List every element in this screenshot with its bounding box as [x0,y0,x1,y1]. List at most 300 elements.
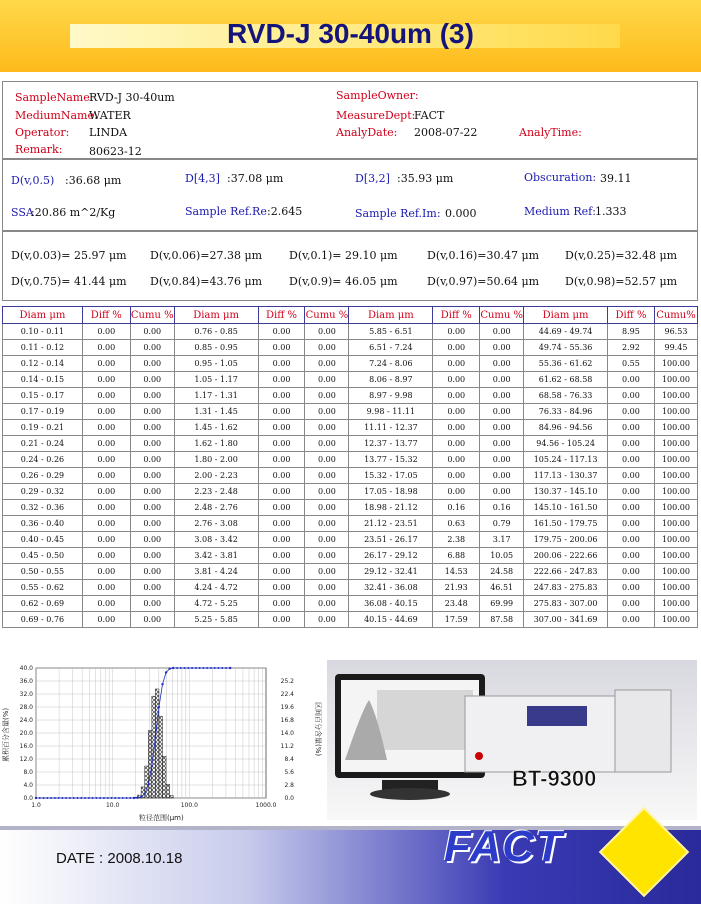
table-cell: 49.74 - 55.36 [524,340,608,356]
table-cell: 105.24 - 117.13 [524,452,608,468]
table-cell: 0.12 - 0.14 [3,356,83,372]
analy-time-label: AnalyTime: [519,126,582,139]
table-cell: 0.16 [433,500,480,516]
table-row [3,516,698,532]
table-cell: 0.00 [305,612,349,628]
obscuration-label: Obscuration: [524,171,597,184]
table-cell: 0.00 [608,468,655,484]
operator-value: LINDA [89,126,128,139]
table-cell: 0.00 [130,612,174,628]
table-cell: 0.00 [130,404,174,420]
table-cell: 100.00 [654,564,697,580]
table-row [3,436,698,452]
x-tick: 100.0 [180,802,198,809]
screen-table [377,690,473,750]
y-tick-left: 0.0 [23,795,33,802]
table-cell: 0.00 [480,388,524,404]
cumulative-point [221,667,223,669]
table-cell: 0.00 [130,564,174,580]
table-cell: 100.00 [654,372,697,388]
table-cell: 100.00 [654,452,697,468]
table-cell: 2.92 [608,340,655,356]
table-cell: 1.05 - 1.17 [174,372,258,388]
table-cell: 0.00 [480,356,524,372]
table-cell: 2.76 - 3.08 [174,516,258,532]
table-cell: 0.00 [82,404,130,420]
y-axis-label-right: 区间百分含量(%) [314,702,322,757]
cumulative-point [58,797,60,799]
y-tick-left: 40.0 [19,665,33,672]
table-cell: 0.00 [258,516,305,532]
table-cell: 0.00 [258,388,305,404]
table-row [3,372,698,388]
monitor-base [370,788,450,800]
table-cell: 0.00 [480,372,524,388]
table-cell: 0.40 - 0.45 [3,532,83,548]
diff-bar [170,795,174,798]
table-row [3,612,698,628]
table-row [3,404,698,420]
table-cell: 0.16 [480,500,524,516]
cumulative-point [73,797,75,799]
report-date: DATE : 2008.10.18 [56,850,183,867]
diff-bar [159,716,163,798]
table-cell: 0.00 [608,372,655,388]
measure-dept-label: MeasureDept: [336,109,416,122]
table-cell: 99.45 [654,340,697,356]
table-cell: 0.00 [82,580,130,596]
table-cell: 0.00 [258,420,305,436]
diff-bar [155,689,159,798]
table-row [3,468,698,484]
y-tick-right: 2.8 [284,782,294,789]
table-cell: 13.77 - 15.32 [349,452,433,468]
table-cell: 0.00 [608,516,655,532]
table-cell: 200.06 - 222.66 [524,548,608,564]
table-cell: 0.00 [305,564,349,580]
table-cell: 0.00 [130,388,174,404]
table-cell: 8.95 [608,324,655,340]
table-cell: 36.08 - 40.15 [349,596,433,612]
medium-ref-label: Medium Ref: [524,205,596,218]
cumulative-point [191,667,193,669]
table-cell: 0.00 [305,468,349,484]
dv05-value: :36.68 μm [65,174,122,187]
table-cell: 0.00 [130,436,174,452]
y-tick-left: 8.0 [23,769,33,776]
table-cell: 100.00 [654,580,697,596]
table-cell: 0.00 [480,340,524,356]
cumulative-point [202,667,204,669]
table-cell: 0.29 - 0.32 [3,484,83,500]
table-cell: 0.55 [608,356,655,372]
cumulative-point [122,797,124,799]
cumulative-point [107,797,109,799]
table-cell: 18.98 - 21.12 [349,500,433,516]
table-cell: 100.00 [654,468,697,484]
table-cell: 0.00 [82,548,130,564]
dv-075: D(v,0.75)= 41.44 μm [11,275,127,288]
medium-ref-value: 1.333 [595,205,627,218]
table-row [3,324,698,340]
col-header: Diam μm [524,307,608,324]
table-row [3,356,698,372]
table-cell: 17.59 [433,612,480,628]
table-cell: 0.00 [433,324,480,340]
table-cell: 40.15 - 44.69 [349,612,433,628]
table-cell: 94.56 - 105.24 [524,436,608,452]
cumulative-point [168,668,170,670]
table-cell: 0.00 [130,356,174,372]
table-cell: 0.00 [130,340,174,356]
cumulative-point [46,797,48,799]
cumulative-point [217,667,219,669]
table-cell: 0.00 [305,372,349,388]
table-cell: 0.17 - 0.19 [3,404,83,420]
diff-bar [166,784,170,798]
table-cell: 3.08 - 3.42 [174,532,258,548]
table-cell: 0.21 - 0.24 [3,436,83,452]
table-cell: 87.58 [480,612,524,628]
table-cell: 0.00 [258,468,305,484]
table-cell: 0.00 [82,356,130,372]
table-cell: 5.85 - 6.51 [349,324,433,340]
bt9300-illustration [327,660,697,820]
table-cell: 69.99 [480,596,524,612]
table-cell: 0.00 [130,324,174,340]
table-cell: 100.00 [654,420,697,436]
table-cell: 0.00 [608,596,655,612]
table-cell: 24.58 [480,564,524,580]
table-cell: 100.00 [654,388,697,404]
table-cell: 275.83 - 307.00 [524,596,608,612]
statistics-panel [2,159,698,231]
table-cell: 2.48 - 2.76 [174,500,258,516]
table-cell: 0.00 [305,532,349,548]
cumulative-point [133,797,135,799]
sample-info-panel [2,81,698,159]
table-cell: 10.05 [480,548,524,564]
x-tick: 10.0 [105,802,120,809]
table-cell: 0.00 [258,564,305,580]
table-cell: 2.23 - 2.48 [174,484,258,500]
footer-band [0,830,701,904]
d32-value: :35.93 μm [397,172,454,185]
diff-bar [152,696,156,798]
table-cell: 0.00 [608,564,655,580]
cumulative-point [154,736,156,738]
cumulative-point [165,671,167,673]
table-cell: 44.69 - 49.74 [524,324,608,340]
dv-090: D(v,0.9)= 46.05 μm [289,275,398,288]
ssa-value: :20.86 m^2/Kg [31,206,116,219]
medium-name-value: WATER [89,109,131,122]
y-tick-right: 5.6 [284,769,294,776]
table-cell: 68.58 - 76.33 [524,388,608,404]
y-tick-right: 25.2 [280,678,294,685]
table-cell: 0.62 - 0.69 [3,596,83,612]
table-cell: 0.00 [258,612,305,628]
y-tick-left: 28.0 [19,704,33,711]
table-cell: 0.00 [82,516,130,532]
table-cell: 0.00 [258,372,305,388]
table-cell: 0.00 [82,372,130,388]
cumulative-point [225,667,227,669]
cumulative-point [151,765,153,767]
table-row [3,420,698,436]
d43-label: D[4,3] [185,172,220,185]
table-cell: 8.97 - 9.98 [349,388,433,404]
dv-097: D(v,0.97)=50.64 μm [427,275,540,288]
cumulative-point [172,667,174,669]
table-cell: 0.00 [305,404,349,420]
table-cell: 5.25 - 5.85 [174,612,258,628]
table-cell: 61.62 - 68.58 [524,372,608,388]
sample-owner-label: SampleOwner: [336,89,419,102]
table-cell: 0.00 [130,468,174,484]
table-cell: 0.00 [433,452,480,468]
table-cell: 179.75 - 200.06 [524,532,608,548]
cumulative-point [214,667,216,669]
dv05-label: D(v,0.5) [11,174,55,187]
col-header: Diff % [433,307,480,324]
table-cell: 0.00 [433,388,480,404]
table-row [3,532,698,548]
table-cell: 100.00 [654,596,697,612]
table-cell: 0.14 - 0.15 [3,372,83,388]
cumulative-point [126,797,128,799]
analyzer-label-plate [527,706,587,726]
table-cell: 0.00 [305,340,349,356]
table-cell: 0.00 [305,324,349,340]
table-cell: 0.11 - 0.12 [3,340,83,356]
cumulative-point [61,797,63,799]
table-cell: 0.00 [258,548,305,564]
y-tick-right: 11.2 [280,743,294,750]
y-tick-left: 32.0 [19,691,33,698]
d32-label: D[3,2] [355,172,390,185]
table-cell: 0.00 [608,452,655,468]
table-cell: 6.88 [433,548,480,564]
sample-ref-re-value: :2.645 [267,205,303,218]
diff-bar [148,731,152,798]
table-cell: 0.00 [130,484,174,500]
table-row [3,388,698,404]
table-cell: 0.00 [82,324,130,340]
table-cell: 0.00 [433,372,480,388]
table-cell: 0.00 [480,420,524,436]
col-header: Cumu % [480,307,524,324]
table-cell: 0.00 [82,532,130,548]
cumulative-point [229,667,231,669]
table-cell: 145.10 - 161.50 [524,500,608,516]
cumulative-point [184,667,186,669]
table-cell: 2.00 - 2.23 [174,468,258,484]
table-cell: 0.24 - 0.26 [3,452,83,468]
table-cell: 26.17 - 29.12 [349,548,433,564]
table-cell: 12.37 - 13.77 [349,436,433,452]
distribution-table [2,306,698,628]
table-cell: 0.00 [305,500,349,516]
table-cell: 0.00 [433,340,480,356]
table-cell: 0.00 [258,484,305,500]
table-cell: 0.00 [130,452,174,468]
table-cell: 0.00 [130,372,174,388]
table-cell: 0.00 [480,484,524,500]
table-cell: 0.00 [258,452,305,468]
table-cell: 21.93 [433,580,480,596]
table-cell: 0.15 - 0.17 [3,388,83,404]
table-cell: 4.24 - 4.72 [174,580,258,596]
table-cell: 0.00 [433,468,480,484]
analy-date-value: 2008-07-22 [414,126,478,139]
table-cell: 46.51 [480,580,524,596]
table-cell: 84.96 - 94.56 [524,420,608,436]
y-tick-left: 24.0 [19,717,33,724]
col-header: Diam μm [349,307,433,324]
col-header: Diam μm [174,307,258,324]
cumulative-point [161,683,163,685]
table-cell: 0.00 [130,532,174,548]
cumulative-point [69,797,71,799]
table-cell: 0.00 [82,436,130,452]
table-cell: 0.00 [608,612,655,628]
y-tick-right: 22.4 [280,691,294,698]
table-cell: 0.00 [608,580,655,596]
table-cell: 0.19 - 0.21 [3,420,83,436]
table-cell: 0.00 [258,500,305,516]
table-cell: 0.00 [608,420,655,436]
table-cell: 0.00 [130,516,174,532]
cumulative-point [103,797,105,799]
table-cell: 0.00 [480,404,524,420]
cumulative-point [118,797,120,799]
table-cell: 0.00 [480,324,524,340]
bt9300-label: BT-9300 [512,766,597,791]
table-cell: 96.53 [654,324,697,340]
table-cell: 2.38 [433,532,480,548]
table-cell: 0.00 [608,484,655,500]
table-cell: 0.36 - 0.40 [3,516,83,532]
table-cell: 117.13 - 130.37 [524,468,608,484]
table-cell: 32.41 - 36.08 [349,580,433,596]
cumulative-point [136,797,138,799]
table-cell: 0.00 [608,436,655,452]
table-cell: 1.80 - 2.00 [174,452,258,468]
table-cell: 0.00 [82,468,130,484]
table-cell: 0.00 [258,580,305,596]
col-header: Diff % [82,307,130,324]
table-cell: 0.00 [130,548,174,564]
table-cell: 21.12 - 23.51 [349,516,433,532]
table-cell: 0.00 [130,596,174,612]
cumulative-point [77,797,79,799]
dv-084: D(v,0.84)=43.76 μm [150,275,263,288]
table-cell: 0.32 - 0.36 [3,500,83,516]
table-row [3,564,698,580]
table-cell: 0.00 [305,388,349,404]
table-cell: 161.50 - 179.75 [524,516,608,532]
table-cell: 130.37 - 145.10 [524,484,608,500]
table-cell: 0.00 [608,548,655,564]
table-cell: 0.00 [258,404,305,420]
table-cell: 100.00 [654,356,697,372]
table-cell: 0.00 [82,564,130,580]
table-cell: 0.00 [258,324,305,340]
table-cell: 0.00 [305,596,349,612]
table-row [3,340,698,356]
cumulative-point [199,667,201,669]
table-cell: 0.00 [82,452,130,468]
sample-ref-im-label: Sample Ref.Im: [355,207,441,220]
y-tick-left: 16.0 [19,743,33,750]
table-cell: 1.31 - 1.45 [174,404,258,420]
table-cell: 23.51 - 26.17 [349,532,433,548]
cumulative-point [92,797,94,799]
table-cell: 0.26 - 0.29 [3,468,83,484]
table-cell: 100.00 [654,612,697,628]
table-cell: 0.00 [82,340,130,356]
dv-098: D(v,0.98)=52.57 μm [565,275,678,288]
table-cell: 0.10 - 0.11 [3,324,83,340]
page-title: RVD-J 30-40um (3) [227,18,474,49]
table-cell: 29.12 - 32.41 [349,564,433,580]
sample-name-value: RVD-J 30-40um [89,91,175,104]
table-cell: 0.63 [433,516,480,532]
col-header: Cumu% [654,307,697,324]
table-cell: 0.55 - 0.62 [3,580,83,596]
table-cell: 0.00 [305,356,349,372]
cumulative-point [158,706,160,708]
cumulative-point [180,667,182,669]
cumulative-point [84,797,86,799]
chart-svg [2,662,322,822]
table-cell: 3.17 [480,532,524,548]
table-cell: 0.00 [82,596,130,612]
table-cell: 0.00 [608,500,655,516]
cumulative-point [43,797,45,799]
col-header: Cumu % [305,307,349,324]
table-cell: 7.24 - 8.06 [349,356,433,372]
cumulative-point [140,796,142,798]
table-cell: 0.00 [608,388,655,404]
table-cell: 23.48 [433,596,480,612]
cumulative-point [187,667,189,669]
table-cell: 0.00 [305,580,349,596]
y-tick-left: 12.0 [19,756,33,763]
table-cell: 4.72 - 5.25 [174,596,258,612]
table-cell: 100.00 [654,500,697,516]
table-cell: 0.79 [480,516,524,532]
cumulative-point [176,667,178,669]
table-cell: 1.17 - 1.31 [174,388,258,404]
y-tick-left: 36.0 [19,678,33,685]
table-cell: 0.00 [258,356,305,372]
table-cell: 11.11 - 12.37 [349,420,433,436]
table-cell: 100.00 [654,516,697,532]
cumulative-point [80,797,82,799]
table-cell: 0.00 [82,500,130,516]
table-cell: 247.83 - 275.83 [524,580,608,596]
cumulative-point [143,793,145,795]
cumulative-point [88,797,90,799]
table-cell: 0.00 [608,532,655,548]
table-cell: 3.42 - 3.81 [174,548,258,564]
table-cell: 0.00 [258,340,305,356]
d43-value: :37.08 μm [227,172,284,185]
y-tick-right: 19.6 [280,704,294,711]
analyzer-side-unit [615,690,671,772]
